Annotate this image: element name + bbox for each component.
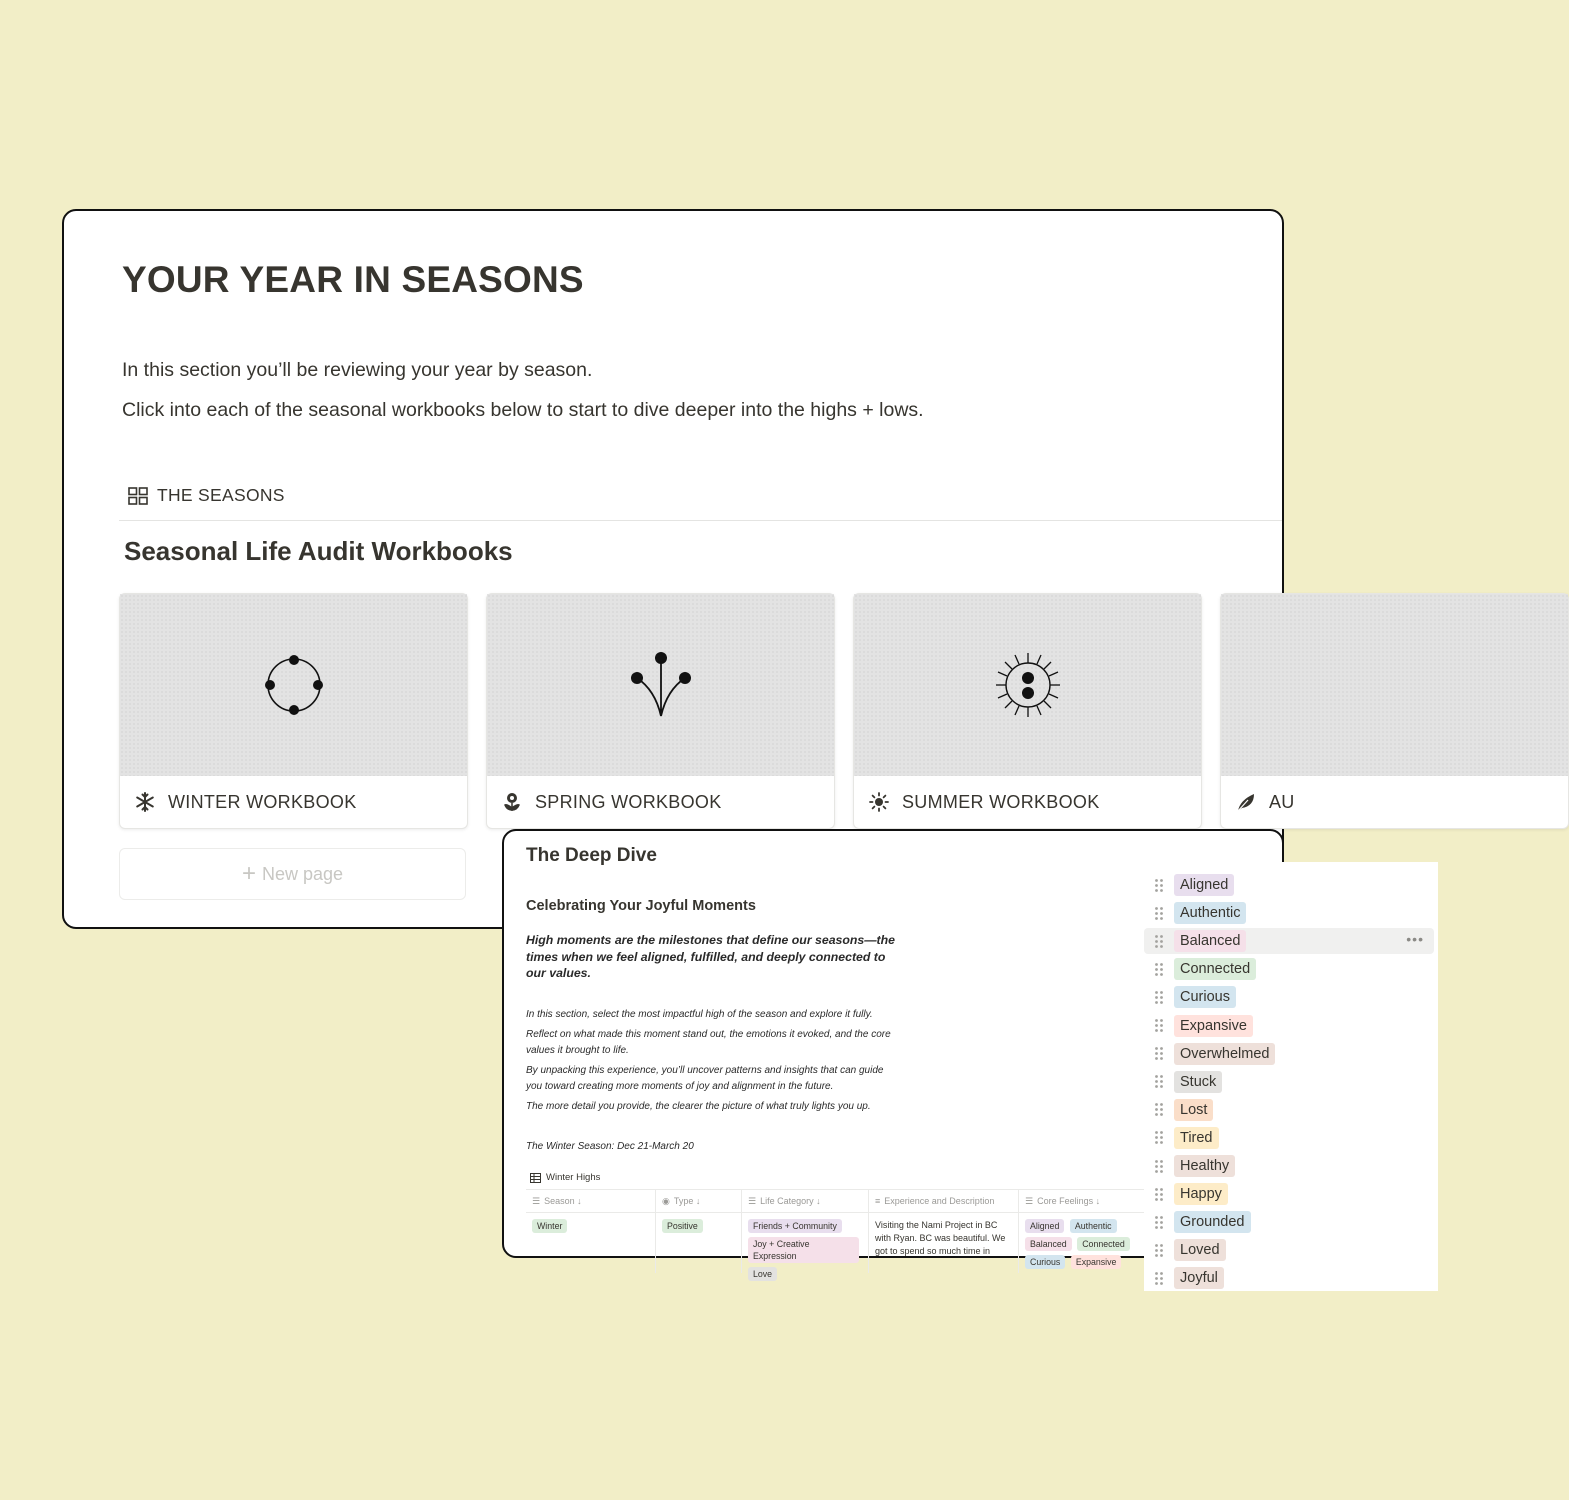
tag-option-expansive[interactable] [1144,1013,1434,1039]
paragraph-4: The more detail you provide, the clearer the picture of what truly lights you up. [526,1101,871,1112]
flower-icon [501,791,523,813]
snowflake-icon [134,791,156,813]
tag-option-loved[interactable] [1144,1237,1434,1263]
plus-icon: + [241,860,256,887]
autumn-workbook-card[interactable] [1220,593,1569,829]
feeling-tag: Expansive [1071,1255,1122,1269]
tag-option-connected[interactable] [1144,956,1434,982]
feeling-tag: Aligned [1025,1219,1064,1233]
tag-option-overwhelmed[interactable] [1144,1041,1434,1067]
drag-handle-icon[interactable] [1144,1160,1174,1173]
drag-handle-icon[interactable] [1144,1244,1174,1257]
column-header-type[interactable]: ◉ Type ↓ [656,1190,742,1212]
tag-pill: Aligned [1174,874,1234,896]
page-title: YOUR YEAR IN SEASONS [122,259,584,300]
tag-pill: Loved [1174,1239,1226,1261]
feeling-tag: Connected [1077,1237,1130,1251]
spring-symbol-icon [629,650,693,720]
section-quote: High moments are the milestones that define our seasons—the times when we feel aligned, fulfilled, and deeply connected to our values. [526,933,895,980]
tag-option-lost[interactable] [1144,1097,1434,1123]
summer-symbol-icon [993,650,1063,720]
paragraph-2: Reflect on what made this moment stand out, the emotions it evoked, and the core values it brought to life. [526,1029,891,1056]
card-title: SUMMER WORKBOOK [902,791,1100,812]
card-title: AU [1269,791,1295,812]
tag-option-grounded[interactable] [1144,1209,1434,1235]
paragraph-1: In this section, select the most impactful high of the season and explore it fully. [526,1009,873,1020]
drag-handle-icon[interactable] [1144,935,1174,948]
tag-pill: Tired [1174,1127,1219,1149]
experience-cell: Visiting the Nami Project in BC with Ryan. BC was beautiful. We got to spend so much time in [869,1213,1019,1273]
seasons-page-panel [62,209,1295,929]
drag-handle-icon[interactable] [1144,907,1174,920]
tag-option-tired[interactable] [1144,1125,1434,1151]
card-title: WINTER WORKBOOK [168,791,357,812]
more-options-icon[interactable]: ••• [1406,931,1424,948]
winter-workbook-card[interactable] [119,593,468,829]
column-header-season[interactable]: ☰ Season ↓ [526,1190,656,1212]
tag-option-happy[interactable] [1144,1181,1434,1207]
tag-option-healthy[interactable] [1144,1153,1434,1179]
category-tag: Joy + Creative Expression [748,1237,859,1263]
table-view-label: Winter Highs [546,1172,601,1183]
spring-workbook-card[interactable] [486,593,835,829]
category-tag: Love [748,1267,777,1281]
feeling-tag: Authentic [1070,1219,1117,1233]
feeling-tag: Curious [1025,1255,1065,1269]
category-tag: Friends + Community [748,1219,842,1233]
drag-handle-icon[interactable] [1144,963,1174,976]
gallery-icon [128,487,148,505]
database-view-tab[interactable] [128,485,285,506]
drag-handle-icon[interactable] [1144,1075,1174,1088]
tag-pill: Curious [1174,986,1236,1008]
table-view-tab[interactable] [530,1172,600,1183]
divider [119,520,1282,521]
intro-line-1: In this section you’ll be reviewing your year by season. [122,359,593,381]
new-page-button[interactable] [119,848,466,900]
tag-pill: Grounded [1174,1211,1251,1233]
tag-pill: Authentic [1174,902,1246,924]
tag-option-authentic[interactable] [1144,900,1434,926]
winter-cover-image [120,594,467,776]
list-icon: ☰ [532,1195,541,1206]
column-header-experience[interactable]: ≡ Experience and Description [869,1190,1019,1212]
table-icon [530,1173,541,1183]
winter-symbol-icon [262,653,326,717]
leaf-icon [1235,791,1257,813]
drag-handle-icon[interactable] [1144,1188,1174,1201]
tag-pill: Joyful [1174,1267,1224,1289]
drag-handle-icon[interactable] [1144,1131,1174,1144]
database-title[interactable]: Seasonal Life Audit Workbooks [124,536,513,566]
tag-option-stuck[interactable] [1144,1069,1434,1095]
drag-handle-icon[interactable] [1144,1047,1174,1060]
tag-option-balanced[interactable] [1144,928,1434,954]
tag-pill: Connected [1174,958,1256,980]
drag-handle-icon[interactable] [1144,1272,1174,1285]
tag-option-aligned[interactable] [1144,872,1434,898]
intro-line-2: Click into each of the seasonal workbooks below to start to dive deeper into the highs + lows. [122,399,924,421]
type-tag: Positive [662,1219,703,1233]
tag-pill: Healthy [1174,1155,1235,1177]
drag-handle-icon[interactable] [1144,1216,1174,1229]
tag-pill: Stuck [1174,1071,1222,1093]
text-icon: ≡ [875,1196,881,1206]
tag-option-curious[interactable] [1144,984,1434,1010]
card-title: SPRING WORKBOOK [535,791,722,812]
section-heading: Celebrating Your Joyful Moments [526,898,756,914]
tag-pill: Lost [1174,1099,1213,1121]
season-tag: Winter [532,1219,567,1233]
database-view-label: THE SEASONS [157,485,285,505]
drag-handle-icon[interactable] [1144,991,1174,1004]
drag-handle-icon[interactable] [1144,1103,1174,1116]
deep-dive-title: The Deep Dive [526,845,657,866]
tag-options-list [1144,862,1438,1291]
summer-workbook-card[interactable] [853,593,1202,829]
season-note: The Winter Season: Dec 21-March 20 [526,1141,694,1152]
feeling-tag: Balanced [1025,1237,1072,1251]
drag-handle-icon[interactable] [1144,879,1174,892]
tag-pill: Overwhelmed [1174,1043,1275,1065]
autumn-cover-image [1221,594,1568,776]
tag-option-joyful[interactable] [1144,1265,1434,1291]
tag-pill: Happy [1174,1183,1228,1205]
new-page-label: New page [261,863,344,884]
column-header-life-category[interactable]: ☰ Life Category ↓ [742,1190,869,1212]
list-icon: ☰ [1025,1195,1034,1206]
tag-pill: Balanced [1174,930,1246,952]
select-icon: ◉ [662,1195,670,1206]
tag-pill: Expansive [1174,1015,1253,1037]
column-header-core-feelings[interactable]: ☰ Core Feelings ↓ [1025,1195,1101,1206]
list-icon: ☰ [748,1195,757,1206]
paragraph-3: By unpacking this experience, you’ll uncover patterns and insights that can guide you toward creating more moments of joy and alignment in the future. [526,1065,884,1092]
sun-icon [868,791,890,813]
summer-cover-image [854,594,1201,776]
drag-handle-icon[interactable] [1144,1019,1174,1032]
spring-cover-image [487,594,834,776]
